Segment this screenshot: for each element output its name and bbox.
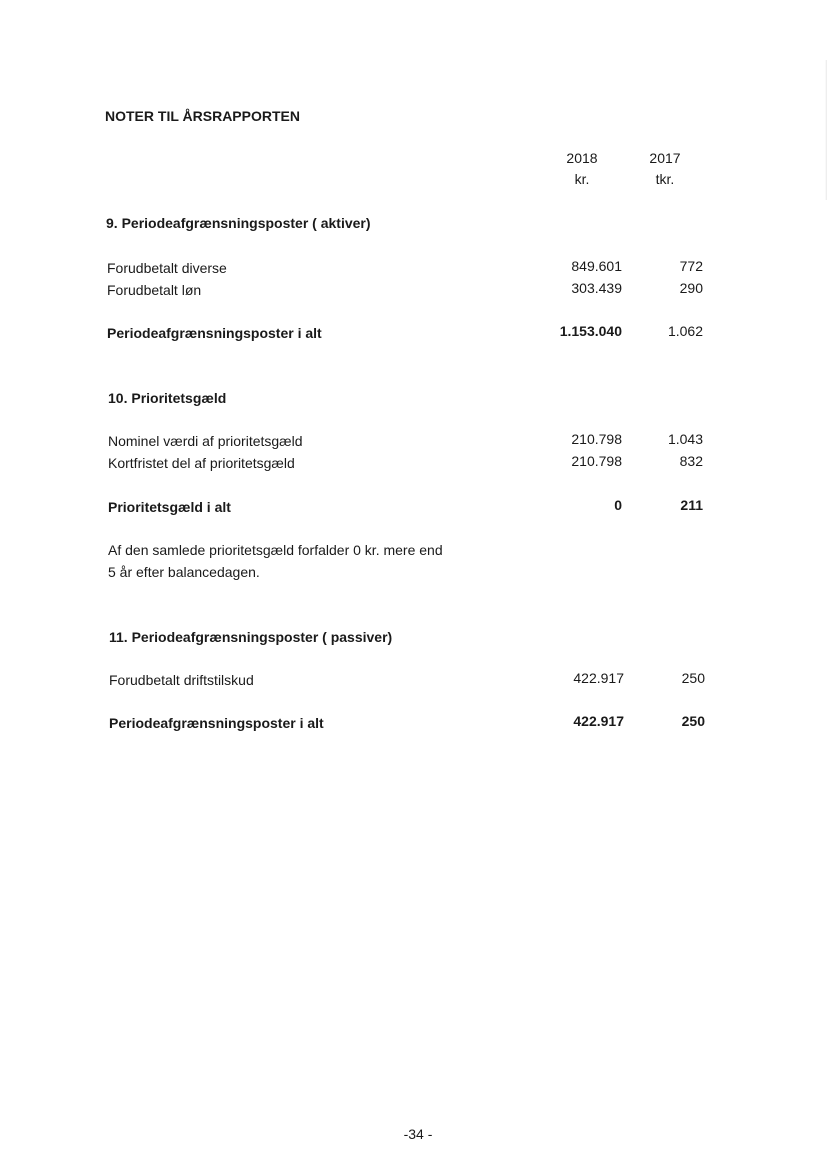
note-11-total-value-2018: 422.917 [573,713,624,729]
note-10-row-value-2017: 832 [679,453,703,469]
note-10-remark-line: 5 år efter balancedagen. [108,564,260,580]
note-9-row-value-2017: 772 [679,258,703,274]
note-10-row-label: Kortfristet del af prioritetsgæld [108,455,295,471]
note-11-total-value-2017: 250 [681,713,705,729]
note-10-total-label: Prioritetsgæld i alt [108,499,231,515]
note-9-row-value-2018: 303.439 [571,280,622,296]
note-11-heading: 11. Periodeafgrænsningsposter ( passiver) [109,629,393,645]
note-11-row-value-2017: 250 [681,670,705,686]
page-number: -34 - [403,1126,433,1142]
note-10-row-value-2018: 210.798 [571,431,622,447]
column-header-year-2018: 2018 [566,150,598,166]
note-9-row-value-2017: 290 [679,280,703,296]
note-9-total-value-2018: 1.153.040 [559,323,622,339]
note-10-row-value-2018: 210.798 [571,453,622,469]
note-10-heading: 10. Prioritetsgæld [108,390,227,406]
note-10-remark-line: Af den samlede prioritetsgæld forfalder 0 kr. mere end [108,542,443,558]
note-9-row-label: Forudbetalt diverse [107,260,227,276]
column-header-year-2017: 2017 [649,150,681,166]
note-9-row-label: Forudbetalt løn [107,282,202,298]
column-header-unit-2018: kr. [574,171,590,187]
note-10-total-value-2018: 0 [614,497,622,513]
note-10-row-label: Nominel værdi af prioritetsgæld [108,433,303,449]
note-9-total-label: Periodeafgrænsningsposter i alt [107,325,322,341]
note-9-row-value-2018: 849.601 [571,258,622,274]
note-11-row-label: Forudbetalt driftstilskud [109,672,254,688]
column-header-unit-2017: tkr. [655,171,675,187]
note-9-heading: 9. Periodeafgrænsningsposter ( aktiver) [106,215,371,231]
note-11-total-label: Periodeafgrænsningsposter i alt [109,715,324,731]
note-10-row-value-2017: 1.043 [667,431,703,447]
note-10-total-value-2017: 211 [680,497,703,513]
note-9-total-value-2017: 1.062 [667,323,703,339]
page-title: NOTER TIL ÅRSRAPPORTEN [105,108,300,124]
note-11-row-value-2018: 422.917 [573,670,624,686]
